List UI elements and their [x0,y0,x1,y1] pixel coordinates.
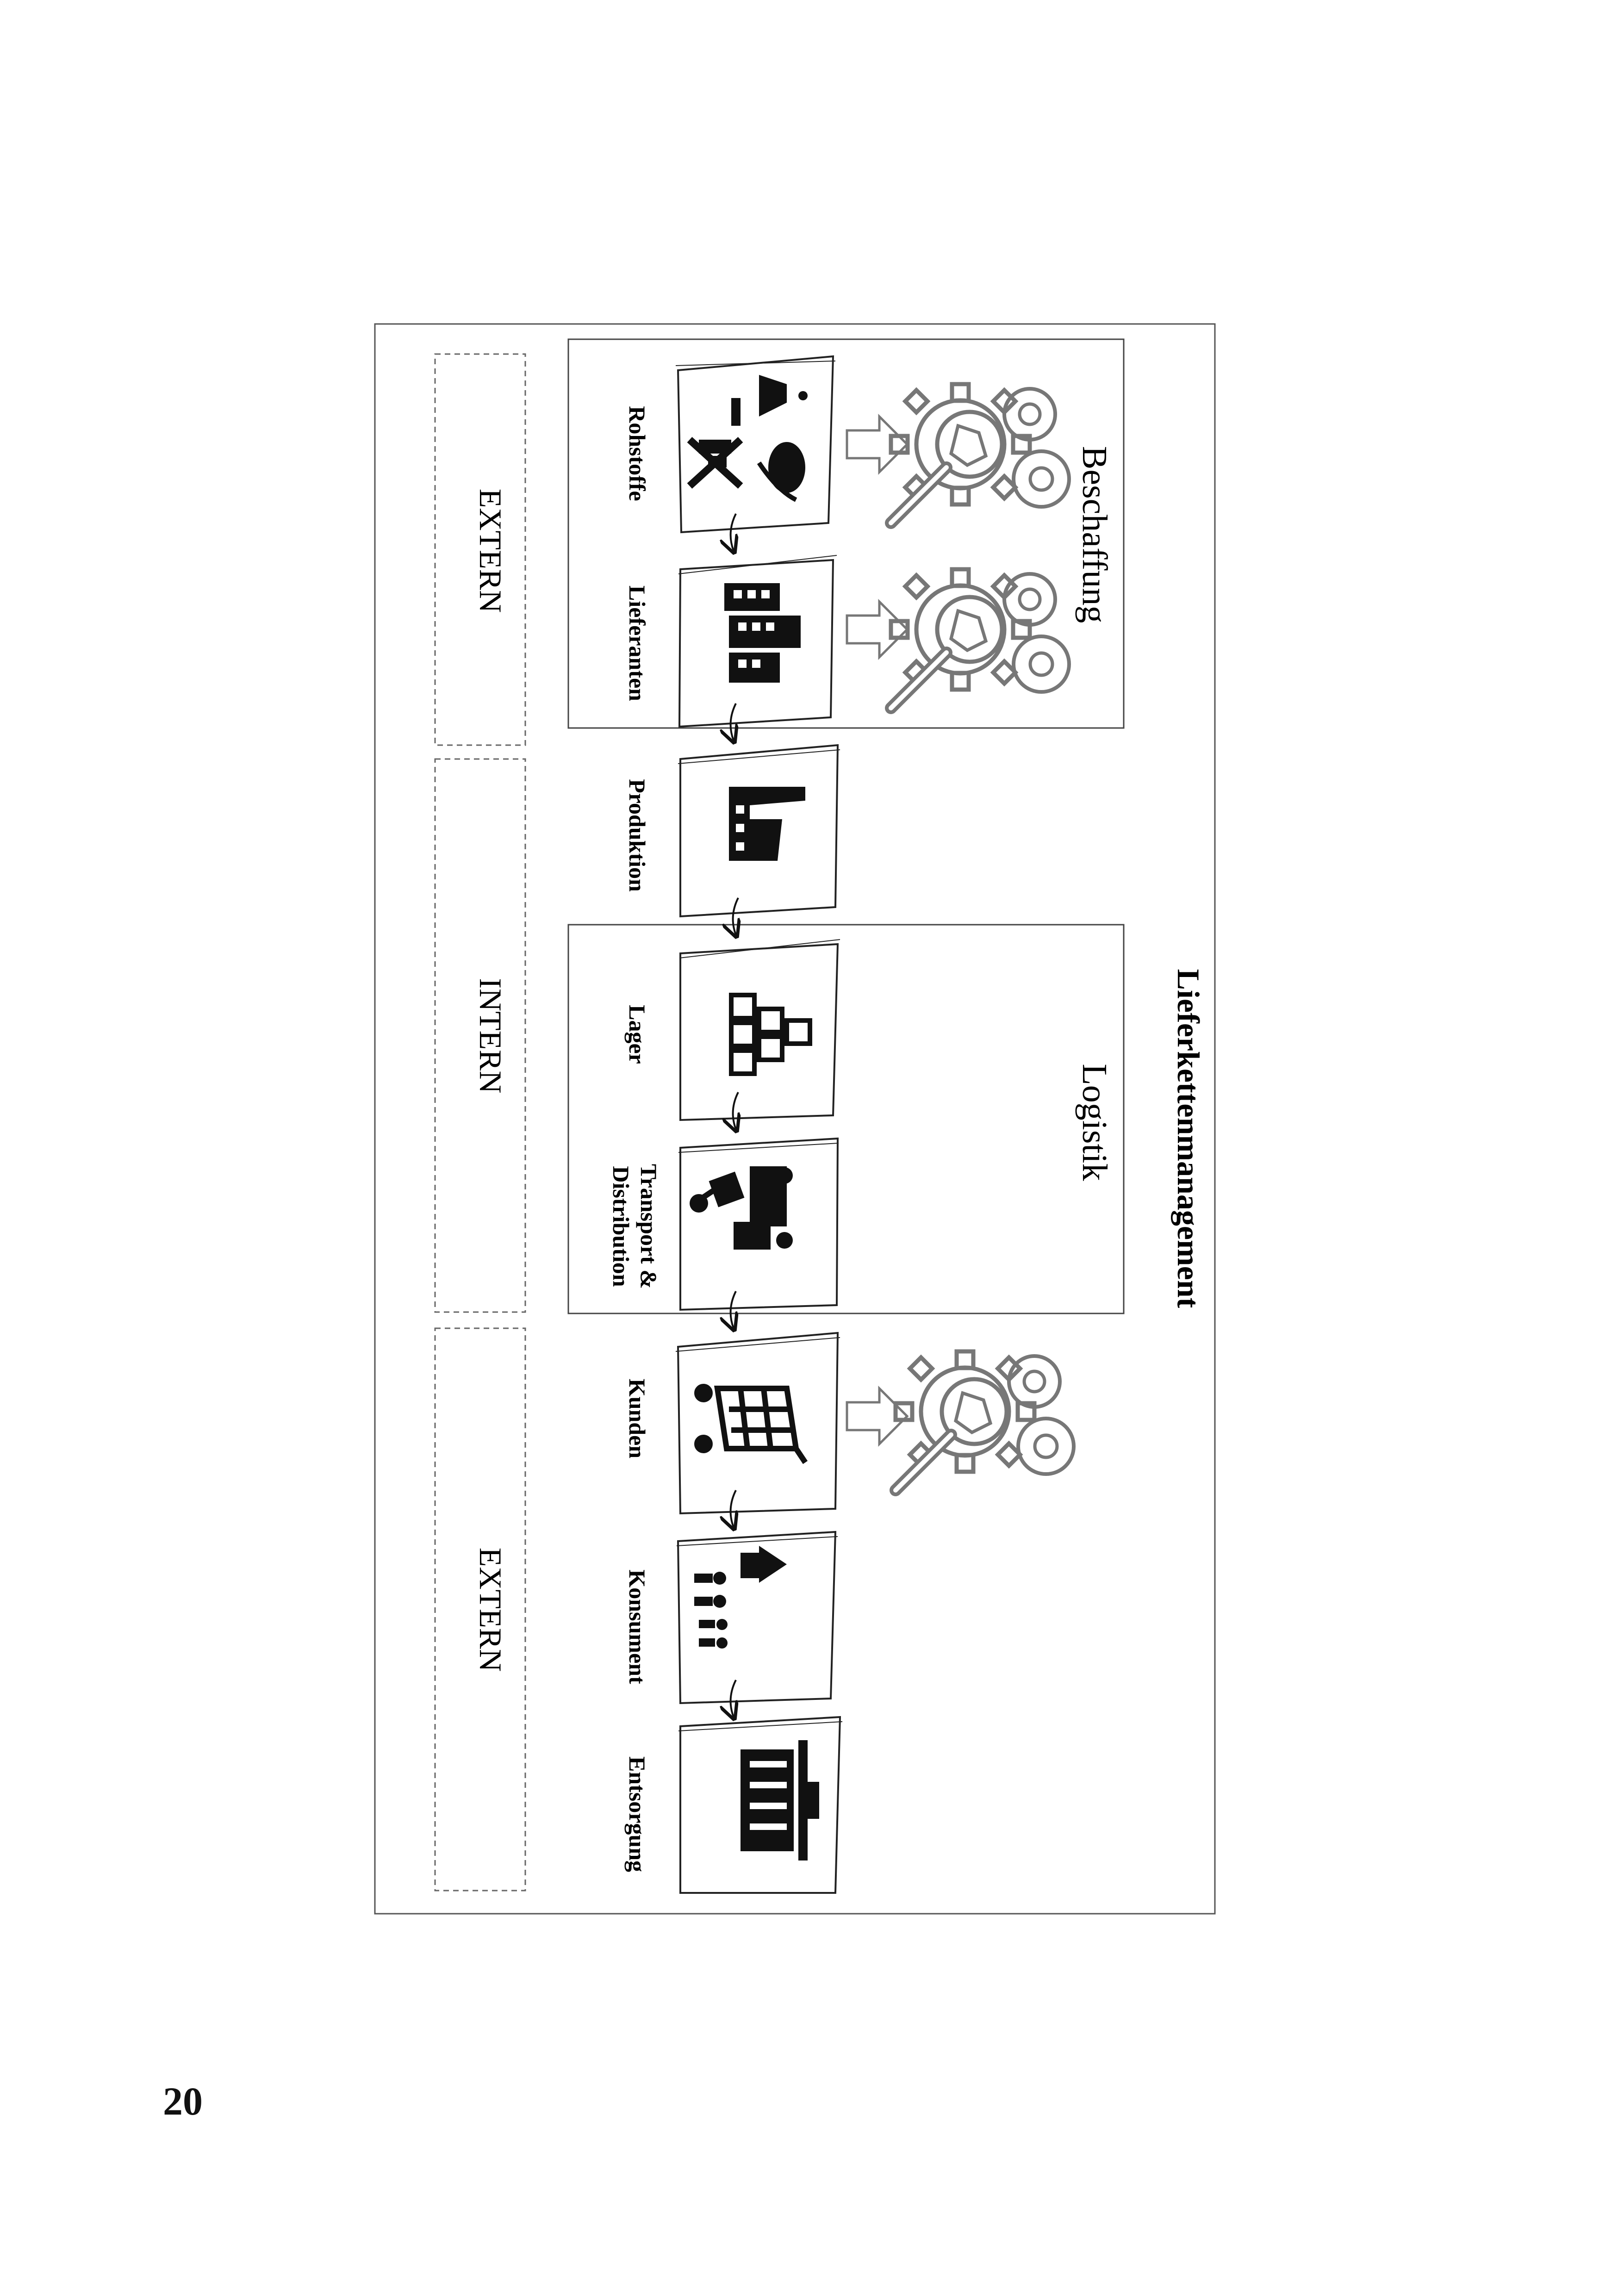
zone-label-intern: INTERN [473,978,508,1094]
gear-search-icon [891,569,1069,708]
procurement-label: Beschaffung [1075,446,1114,623]
raw-materials-icon [690,375,808,500]
stage-label-lager: Lager [624,1005,650,1064]
page-number: 20 [163,2079,203,2123]
gear-search-icon [896,1351,1074,1490]
diagram-title: Lieferkettenmanagement [1171,969,1206,1308]
factory-icon [729,787,805,861]
stage-label-entsorgung: Entsorgung [624,1756,650,1873]
family-home-icon [694,1546,787,1649]
stage-label-kunden: Kunden [624,1378,650,1459]
stage-label-konsument: Konsument [624,1569,650,1684]
shopping-cart-icon [697,1387,805,1462]
stage-label-transport: Transport & [636,1164,662,1289]
supplier-buildings-icon [724,583,801,683]
stage-label-rohstoffe: Rohstoffe [624,406,650,501]
stage-label-lieferanten: Lieferanten [624,585,650,701]
flow-arrows [731,514,738,1717]
truck-delivery-icon [690,1166,793,1250]
zone-label-extern-bottom: EXTERN [473,1547,508,1672]
logistics-label: Logistik [1075,1064,1114,1181]
procurement-box [568,339,1124,728]
zone-label-extern-top: EXTERN [473,488,508,613]
hollow-arrows [847,417,907,1444]
trash-can-icon [741,1740,819,1860]
stage-label-distribution: Distribution [608,1166,634,1287]
stage-label-produktion: Produktion [624,779,650,892]
stage-panel-kunden [678,1333,838,1513]
gear-search-icon [891,384,1069,523]
warehouse-boxes-icon [731,995,810,1074]
